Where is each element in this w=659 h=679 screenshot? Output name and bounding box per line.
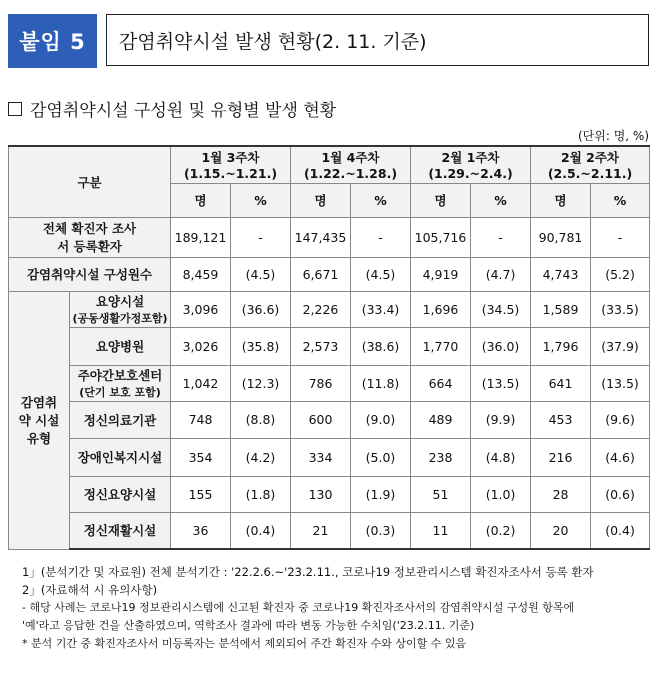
cell: 8,459 <box>171 257 231 291</box>
cell: 189,121 <box>171 217 231 257</box>
cell: (5.2) <box>591 257 650 291</box>
cell: 20 <box>531 512 591 549</box>
cell: 216 <box>531 438 591 476</box>
period-header-3: 2월 1주차 (1.29.~2.4.) <box>411 146 531 183</box>
row-label: 감염취약시설 구성원수 <box>9 257 171 291</box>
cell: (13.5) <box>471 365 531 401</box>
sub-pct: % <box>231 183 291 217</box>
cell: (4.8) <box>471 438 531 476</box>
cell: 4,919 <box>411 257 471 291</box>
table-row <box>9 327 650 365</box>
cell: (0.3) <box>351 512 411 549</box>
type-label: 정신재활시설 <box>70 512 171 549</box>
period-header-4: 2월 2주차 (2.5.~2.11.) <box>531 146 650 183</box>
cell: (33.5) <box>591 291 650 327</box>
table-row <box>9 401 650 438</box>
group-label: 감염취약 시설유형 <box>9 291 70 549</box>
cell: 36 <box>171 512 231 549</box>
type-label: 장애인복지시설 <box>70 438 171 476</box>
cell: (36.0) <box>471 327 531 365</box>
sub-count: 명 <box>411 183 471 217</box>
footnote: - 해당 사례는 코로나19 정보관리시스템에 신고된 확진자 중 코로나19 확진자조사서의 감염취약시설 구성원 항목에 <box>22 601 575 614</box>
cell: 489 <box>411 401 471 438</box>
cell: (38.6) <box>351 327 411 365</box>
page-title-text: 감염취약시설 발생 현황(2. 11. 기준) <box>119 30 427 53</box>
cell: (36.6) <box>231 291 291 327</box>
cell: (12.3) <box>231 365 291 401</box>
cell: (4.5) <box>351 257 411 291</box>
cell: (13.5) <box>591 365 650 401</box>
cell: 1,770 <box>411 327 471 365</box>
sub-pct: % <box>591 183 650 217</box>
cell: 105,716 <box>411 217 471 257</box>
cell: 748 <box>171 401 231 438</box>
cell: 786 <box>291 365 351 401</box>
cell: 6,671 <box>291 257 351 291</box>
cell: (35.8) <box>231 327 291 365</box>
unit-label: (단위: 명, %) <box>577 129 649 143</box>
cell: (11.8) <box>351 365 411 401</box>
cell: 1,796 <box>531 327 591 365</box>
type-label: 요양시설 (공동생활가정포함) <box>70 291 171 327</box>
cell: 2,573 <box>291 327 351 365</box>
type-label: 요양병원 <box>70 327 171 365</box>
cell: 3,026 <box>171 327 231 365</box>
page-title <box>106 14 649 66</box>
cell: 453 <box>531 401 591 438</box>
cell: 1,042 <box>171 365 231 401</box>
cell: (0.6) <box>591 476 650 512</box>
row-label: 전체 확진자 조사서 등록환자 <box>9 217 171 257</box>
cell: (4.6) <box>591 438 650 476</box>
cell: 2,226 <box>291 291 351 327</box>
cell: (1.0) <box>471 476 531 512</box>
footnote: 2」(자료해석 시 유의사항) <box>22 583 158 597</box>
type-label: 정신의료기관 <box>70 401 171 438</box>
cell: 641 <box>531 365 591 401</box>
cell: 147,435 <box>291 217 351 257</box>
cell: 130 <box>291 476 351 512</box>
sub-pct: % <box>351 183 411 217</box>
cell: 51 <box>411 476 471 512</box>
period-header-2: 1월 4주차 (1.22.~1.28.) <box>291 146 411 183</box>
type-label: 정신요양시설 <box>70 476 171 512</box>
cell: (0.4) <box>231 512 291 549</box>
footnote: '예'라고 응답한 건을 산출하였으며, 역학조사 결과에 따라 변동 가능한 수치임('23.2.11. 기준) <box>22 619 475 632</box>
table-row <box>9 257 650 291</box>
footnote: 1」(분석기간 및 자료원) 전체 분석기간 : '22.2.6.~'23.2.11., 코로나19 정보관리시스템 확진자조사서 등록 환자 <box>22 565 594 579</box>
sub-pct: % <box>471 183 531 217</box>
table-header-row <box>9 146 650 183</box>
cell: (0.4) <box>591 512 650 549</box>
cell: - <box>231 217 291 257</box>
cell: (4.7) <box>471 257 531 291</box>
table-row <box>9 476 650 512</box>
cell: 334 <box>291 438 351 476</box>
cell: (4.2) <box>231 438 291 476</box>
cell: 11 <box>411 512 471 549</box>
cell: (1.8) <box>231 476 291 512</box>
outbreak-table <box>8 145 650 550</box>
cell: 3,096 <box>171 291 231 327</box>
corner-header: 구분 <box>9 146 171 217</box>
cell: - <box>351 217 411 257</box>
cell: 1,696 <box>411 291 471 327</box>
table-row <box>9 217 650 257</box>
period-header-1: 1월 3주차 (1.15.~1.21.) <box>171 146 291 183</box>
cell: (33.4) <box>351 291 411 327</box>
square-bullet-icon <box>8 102 22 116</box>
cell: 664 <box>411 365 471 401</box>
cell: 21 <box>291 512 351 549</box>
cell: (0.2) <box>471 512 531 549</box>
sub-count: 명 <box>531 183 591 217</box>
footnote: * 분석 기간 중 확진자조사서 미등록자는 분석에서 제외되어 주간 확진자 수와 상이할 수 있음 <box>22 637 467 650</box>
cell: (9.0) <box>351 401 411 438</box>
cell: 90,781 <box>531 217 591 257</box>
cell: 600 <box>291 401 351 438</box>
cell: (5.0) <box>351 438 411 476</box>
sub-count: 명 <box>171 183 231 217</box>
section-title: 감염취약시설 구성원 및 유형별 발생 현황 <box>30 101 337 121</box>
cell: 155 <box>171 476 231 512</box>
cell: (1.9) <box>351 476 411 512</box>
cell: 238 <box>411 438 471 476</box>
cell: (37.9) <box>591 327 650 365</box>
table-row <box>9 365 650 401</box>
cell: (34.5) <box>471 291 531 327</box>
cell: 1,589 <box>531 291 591 327</box>
section-heading <box>8 96 336 121</box>
cell: - <box>471 217 531 257</box>
cell: (8.8) <box>231 401 291 438</box>
table-row <box>9 291 650 327</box>
table-row <box>9 512 650 549</box>
cell: (9.9) <box>471 401 531 438</box>
cell: 354 <box>171 438 231 476</box>
attachment-tag: 붙임 5 <box>8 14 97 68</box>
cell: 28 <box>531 476 591 512</box>
cell: (9.6) <box>591 401 650 438</box>
cell: 4,743 <box>531 257 591 291</box>
cell: - <box>591 217 650 257</box>
sub-count: 명 <box>291 183 351 217</box>
table-row <box>9 438 650 476</box>
cell: (4.5) <box>231 257 291 291</box>
type-label: 주야간보호센터 (단기 보호 포함) <box>70 365 171 401</box>
footnotes <box>22 563 594 653</box>
